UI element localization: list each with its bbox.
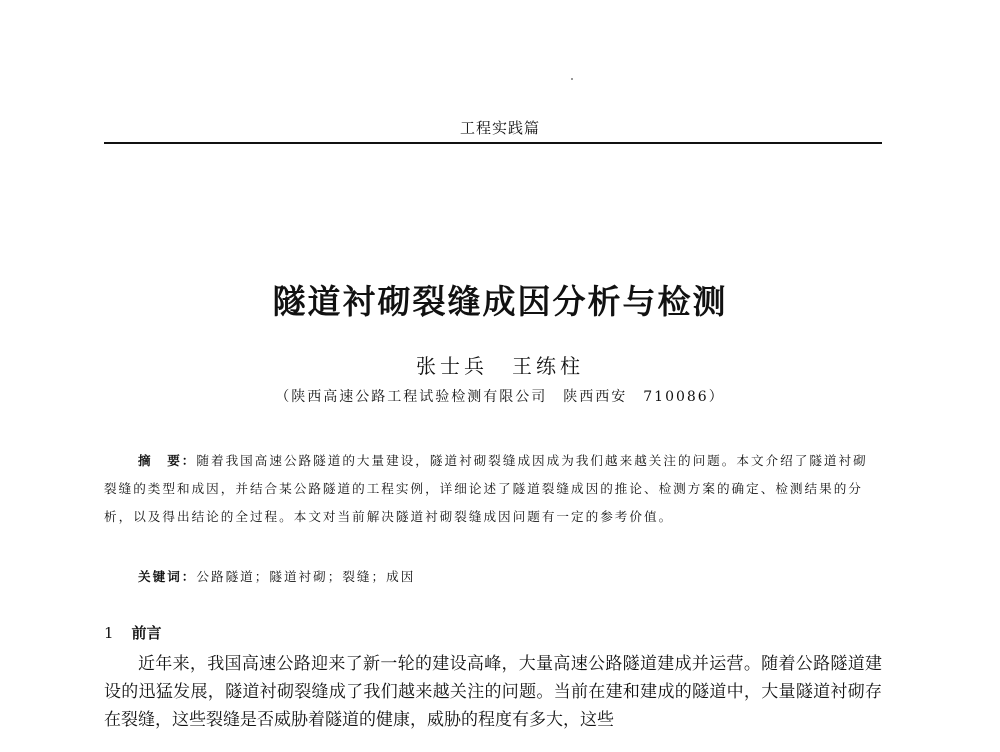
keywords-label: 关键词： [138, 569, 197, 584]
paper-title: 隧道衬砌裂缝成因分析与检测 [272, 282, 728, 321]
keywords-text: 公路隧道；隧道衬砌；裂缝；成因 [196, 569, 416, 584]
running-head: 工程实践篇 [459, 119, 540, 137]
body-paragraph: 近年来，我国高速公路迎来了新一轮的建设高峰，大量高速公路隧道建成并运营。随着公路隧道建设的迅猛发展，隧道衬砌裂缝成了我们越来越关注的问题。当前在建和建成的隧道中，大量隧道衬砌存在裂缝，这些裂缝是否威胁着隧道的健康，威胁的程度有多大，这些 [104, 654, 882, 730]
abstract-text: 随着我国高速公路隧道的大量建设，隧道衬砌裂缝成因成为我们越来越关注的问题。本文介绍了隧道衬砌裂缝的类型和成因，并结合某公路隧道的工程实例，详细论述了隧道裂缝成因的推论、检测方案的确定、检测结果的分析，以及得出结论的全过程。本文对当前解决隧道衬砌裂缝成因问题有一定的参考价值。 [104, 453, 868, 524]
section-number: 1 [104, 624, 114, 642]
section-heading [104, 622, 162, 643]
section-title: 前言 [131, 624, 162, 642]
abstract-label: 摘 要： [138, 453, 197, 468]
affiliation: （陕西高速公路工程试验检测有限公司 陕西西安 710086） [275, 389, 725, 405]
abstract [104, 447, 882, 531]
keywords [138, 566, 415, 585]
authors: 张士兵 王练柱 [416, 354, 584, 378]
header-rule [104, 142, 882, 144]
scan-speck [571, 78, 573, 80]
